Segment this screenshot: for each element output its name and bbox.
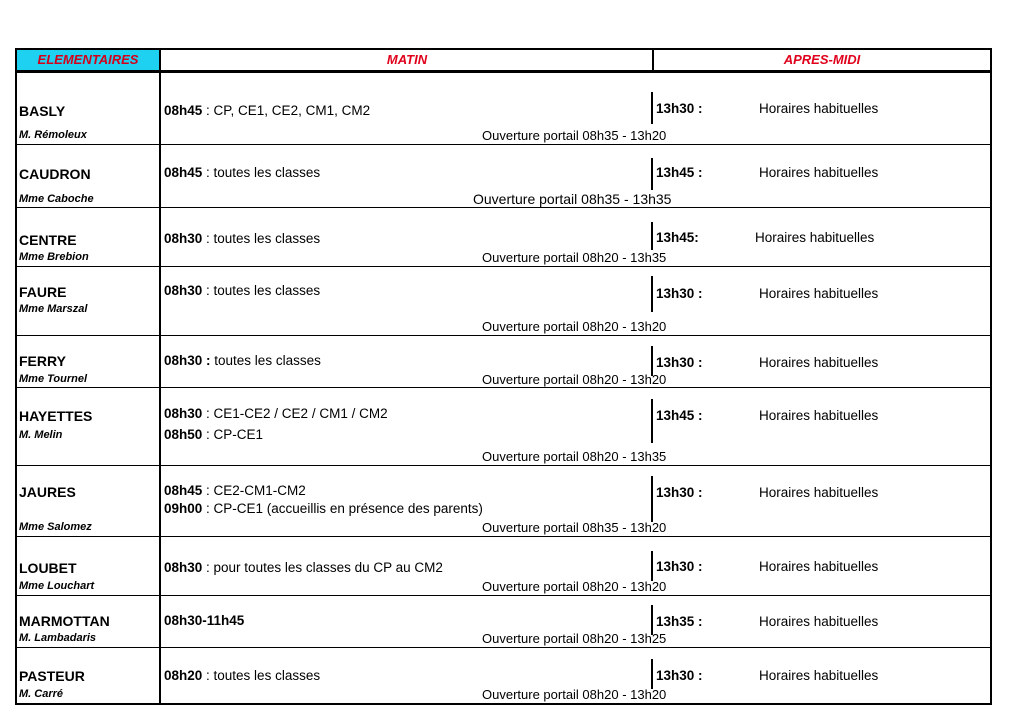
column-divider [651,92,653,124]
column-divider [651,222,653,250]
morning-schedule: 08h30 : toutes les classes [164,353,321,368]
school-name: PASTEUR [19,668,85,684]
director-name: M. Lambadaris [19,632,97,644]
row-divider [15,536,992,537]
afternoon-time: 13h30 : [656,101,703,116]
school-name: JAURES [19,484,76,500]
morning-schedule: 08h45 : CP, CE1, CE2, CM1, CM2 [164,103,371,118]
afternoon-text: Horaires habituelles [759,101,879,116]
afternoon-text: Horaires habituelles [759,485,879,500]
afternoon-text: Horaires habituelles [759,668,879,683]
morning-schedule: 08h30 : CE1-CE2 / CE2 / CM1 / CM2 [164,406,388,421]
portal-opening: Ouverture portail 08h35 - 13h35 [473,191,672,207]
afternoon-time: 13h30 : [656,355,703,370]
morning-schedule: 08h45 : CE2-CM1-CM2 [164,483,306,498]
school-name: CENTRE [19,232,77,248]
director-name: M. Rémoleux [19,129,87,141]
director-name: Mme Brebion [19,251,89,263]
morning-schedule: 08h50 : CP-CE1 [164,427,264,442]
column-divider [651,399,653,443]
morning-schedule: 08h30 : pour toutes les classes du CP au CM2 [164,560,443,575]
director-name: Mme Marszal [19,303,88,315]
morning-schedule: 09h00 : CP-CE1 (accueillis en présence des parents) [164,501,483,516]
header-elementaires: ELEMENTAIRES [17,50,159,70]
portal-opening: Ouverture portail 08h20 - 13h25 [482,631,667,646]
column-divider [651,659,653,689]
column-divider [651,276,653,312]
row-divider [15,387,992,388]
header-apres-midi: APRES-MIDI [783,52,861,67]
director-name: M. Melin [19,429,63,441]
afternoon-text: Horaires habituelles [755,230,875,245]
row-divider [15,207,992,208]
school-name: FAURE [19,284,67,300]
column-divider [652,48,654,72]
school-name: CAUDRON [19,166,91,182]
afternoon-time: 13h30 : [656,559,703,574]
director-name: Mme Louchart [19,580,95,592]
header-divider [15,70,992,73]
column-divider [159,48,161,705]
portal-opening: Ouverture portail 08h20 - 13h20 [482,372,667,387]
row-divider [15,144,992,145]
school-name: FERRY [19,353,66,369]
school-name: MARMOTTAN [19,613,110,629]
row-divider [15,595,992,596]
portal-opening: Ouverture portail 08h20 - 13h20 [482,687,667,702]
portal-opening: Ouverture portail 08h20 - 13h20 [482,319,667,334]
director-name: M. Carré [19,688,64,700]
afternoon-text: Horaires habituelles [759,408,879,423]
school-name: LOUBET [19,560,77,576]
afternoon-time: 13h45: [656,230,699,245]
director-name: Mme Tournel [19,373,88,385]
director-name: Mme Caboche [19,193,94,205]
column-divider [651,158,653,190]
morning-schedule: 08h20 : toutes les classes [164,668,321,683]
row-divider [15,465,992,466]
school-name: HAYETTES [19,408,93,424]
column-divider [651,476,653,522]
morning-schedule: 08h30 : toutes les classes [164,231,321,246]
portal-opening: Ouverture portail 08h35 - 13h20 [482,520,667,535]
afternoon-time: 13h45 : [656,165,703,180]
portal-opening: Ouverture portail 08h20 - 13h35 [482,449,667,464]
row-divider [15,335,992,336]
header-matin: MATIN [386,52,428,67]
afternoon-time: 13h30 : [656,668,703,683]
row-divider [15,266,992,267]
afternoon-text: Horaires habituelles [759,614,879,629]
afternoon-time: 13h30 : [656,286,703,301]
afternoon-text: Horaires habituelles [759,286,879,301]
afternoon-text: Horaires habituelles [759,559,879,574]
afternoon-time: 13h35 : [656,614,703,629]
director-name: Mme Salomez [19,521,92,533]
portal-opening: Ouverture portail 08h20 - 13h20 [482,579,667,594]
morning-schedule: 08h45 : toutes les classes [164,165,321,180]
afternoon-text: Horaires habituelles [759,355,879,370]
school-name: BASLY [19,103,66,119]
portal-opening: Ouverture portail 08h20 - 13h35 [482,250,667,265]
row-divider [15,647,992,648]
afternoon-text: Horaires habituelles [759,165,879,180]
afternoon-time: 13h45 : [656,408,703,423]
afternoon-time: 13h30 : [656,485,703,500]
morning-schedule: 08h30-11h45 [164,613,245,628]
column-divider [651,551,653,581]
morning-schedule: 08h30 : toutes les classes [164,283,321,298]
portal-opening: Ouverture portail 08h35 - 13h20 [482,128,667,143]
